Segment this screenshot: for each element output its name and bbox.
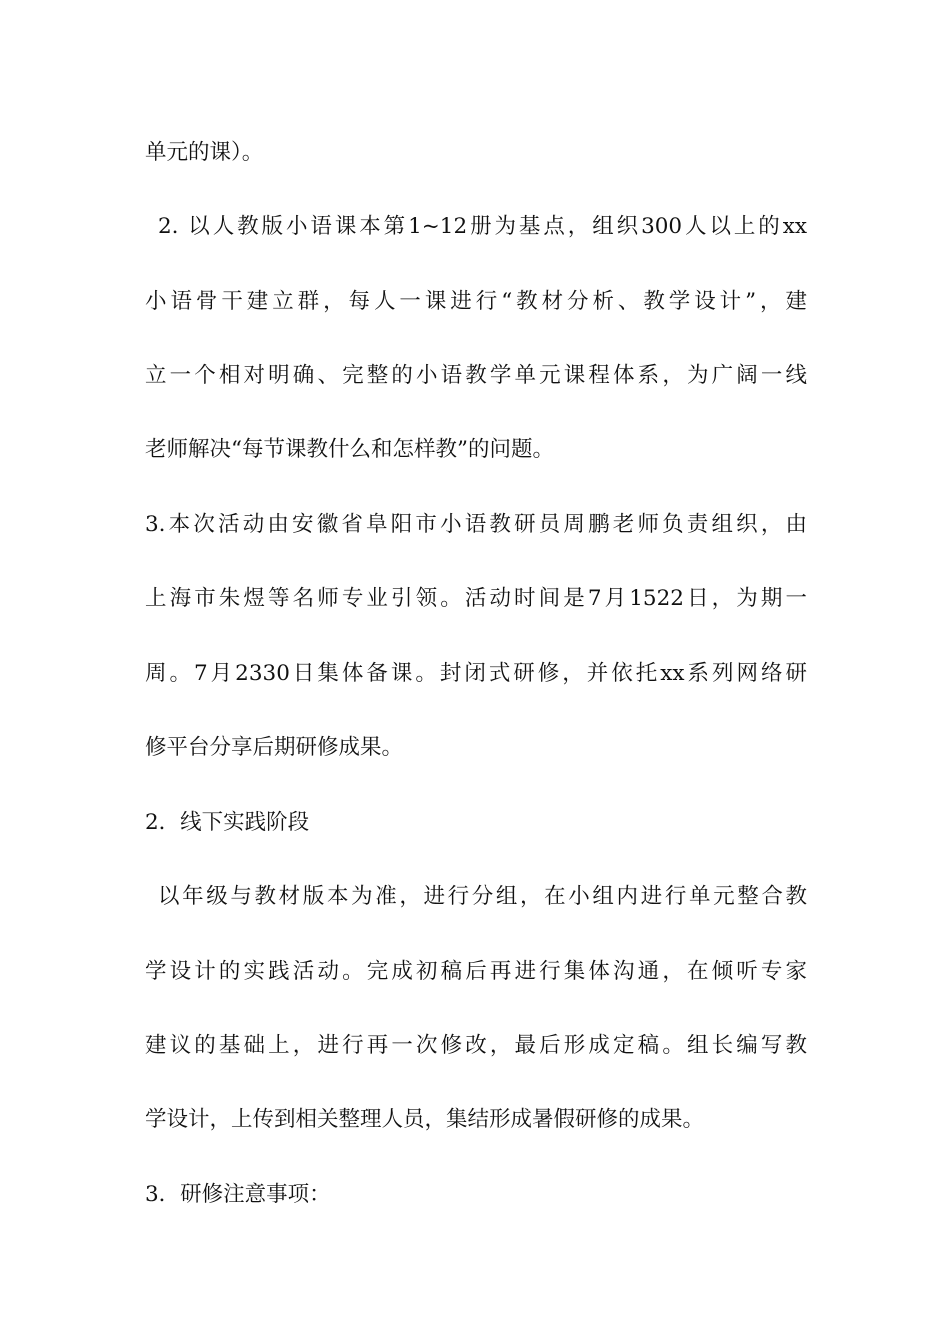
text-line-7: 上海市朱煜等名师专业引领。活动时间是7月1522日，为期一 xyxy=(145,586,807,611)
text-line-12: 学设计的实践活动。完成初稿后再进行集体沟通，在倾听专家 xyxy=(145,959,807,984)
text-line-9: 修平台分享后期研修成果。 xyxy=(145,735,404,760)
text-line-2: 2. 以人教版小语课本第1~12册为基点，组织300人以上的xx xyxy=(158,214,807,239)
text-line-14: 学设计，上传到相关整理人员，集结形成暑假研修的成果。 xyxy=(145,1107,705,1132)
text-line-11: 以年级与教材版本为准，进行分组，在小组内进行单元整合教 xyxy=(158,884,807,909)
text-line-4: 立一个相对明确、完整的小语教学单元课程体系，为广阔一线 xyxy=(145,363,807,388)
text-line-1: 单元的课）。 xyxy=(145,140,264,165)
text-line-5: 老师解决“每节课教什么和怎样教”的问题。 xyxy=(145,437,554,462)
section-heading-offline-practice: 2．线下实践阶段 xyxy=(145,810,310,835)
text-line-3: 小语骨干建立群，每人一课进行“教材分析、教学设计”，建 xyxy=(145,289,807,314)
section-heading-notes: 3．研修注意事项： xyxy=(145,1182,331,1207)
text-line-13: 建议的基础上，进行再一次修改，最后形成定稿。组长编写教 xyxy=(145,1033,807,1058)
text-line-8: 周。7月2330日集体备课。封闭式研修，并依托xx系列网络研 xyxy=(145,661,807,686)
text-line-6: 3.本次活动由安徽省阜阳市小语教研员周鹏老师负责组织，由 xyxy=(145,512,807,537)
